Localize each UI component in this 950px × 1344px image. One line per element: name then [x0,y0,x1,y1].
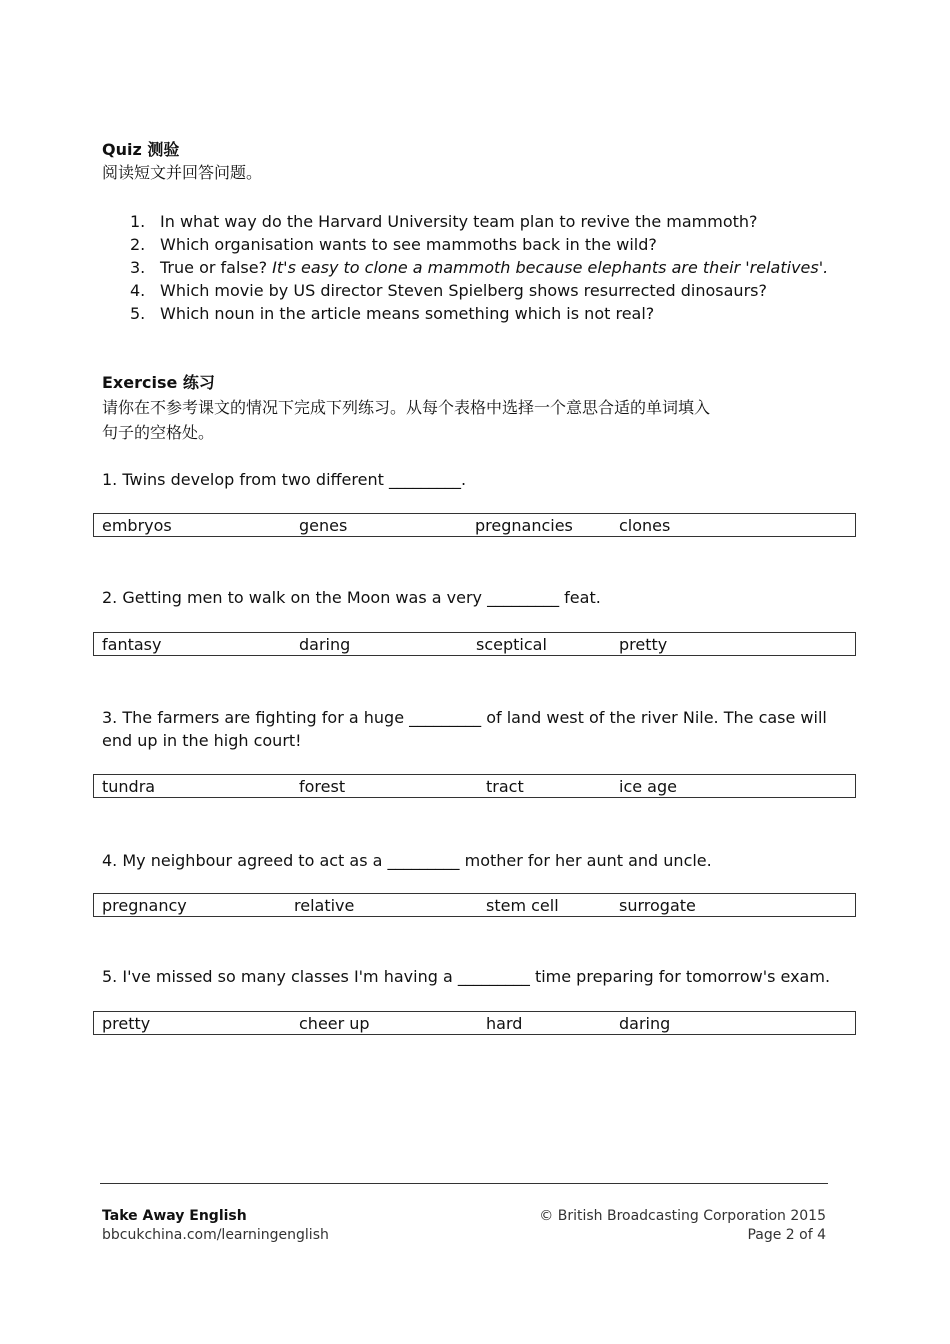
footer-website-link[interactable]: bbcukchina.com/learningenglish [102,1227,329,1243]
quiz-question: 1. In what way do the Harvard University team plan to revive the mammoth? [130,212,758,231]
quiz-question: 4. Which movie by US director Steven Spielberg shows resurrected dinosaurs? [130,281,767,300]
option: cheer up [299,1014,370,1033]
quiz-heading: Quiz 测验 [102,140,180,159]
exercise-question: 5. I've missed so many classes I'm having a _________ time preparing for tomorrow's exam. [102,967,831,986]
option: clones [619,516,671,535]
option: pretty [102,1014,151,1033]
footer-page-number: Page 2 of 4 [747,1227,826,1243]
option: hard [486,1014,523,1033]
option: pregnancy [102,896,187,915]
exercise-question: 2. Getting men to walk on the Moon was a very _________ feat. [102,588,601,607]
options-table [93,893,856,917]
footer-right [539,1207,826,1245]
option: daring [619,1014,671,1033]
option: ice age [619,777,677,796]
option: relative [294,896,355,915]
exercise-heading: Exercise 练习 [102,373,215,392]
quiz-instruction: 阅读短文并回答问题。 [102,163,263,182]
quiz-question-list [130,210,828,325]
quiz-question: 2. Which organisation wants to see mammoths back in the wild? [130,235,657,254]
footer-series-title: Take Away English [102,1208,247,1224]
option: forest [299,777,346,796]
quiz-question: 3. True or false? It's easy to clone a mammoth because elephants are their 'relatives'. [130,258,829,277]
options-table [93,774,856,798]
option: stem cell [486,896,559,915]
option: sceptical [476,635,547,654]
footer-copyright: © British Broadcasting Corporation 2015 [539,1208,826,1224]
options-table [93,632,856,656]
exercise-instruction-line2: 句子的空格处。 [102,423,215,442]
exercise-instruction-line1: 请你在不参考课文的情况下完成下列练习。从每个表格中选择一个意思合适的单词填入 [102,398,711,417]
exercise-question: 1. Twins develop from two different _________. [102,470,467,489]
options-table [93,1011,856,1035]
option: pregnancies [475,516,573,535]
option: fantasy [102,635,162,654]
exercise-question: 4. My neighbour agreed to act as a _________ mother for her aunt and uncle. [102,851,712,870]
option: surrogate [619,896,696,915]
footer-divider [100,1183,828,1184]
option: daring [299,635,351,654]
footer-left [102,1207,329,1245]
option: tract [486,777,524,796]
quiz-question: 5. Which noun in the article means something which is not real? [130,304,655,323]
options-table [93,513,856,537]
option: tundra [102,777,156,796]
option: genes [299,516,348,535]
exercise-question: 3. The farmers are fighting for a huge _________ of land west of the river Nile. The case will end up in the high court! [102,708,827,750]
option: pretty [619,635,668,654]
option: embryos [102,516,172,535]
